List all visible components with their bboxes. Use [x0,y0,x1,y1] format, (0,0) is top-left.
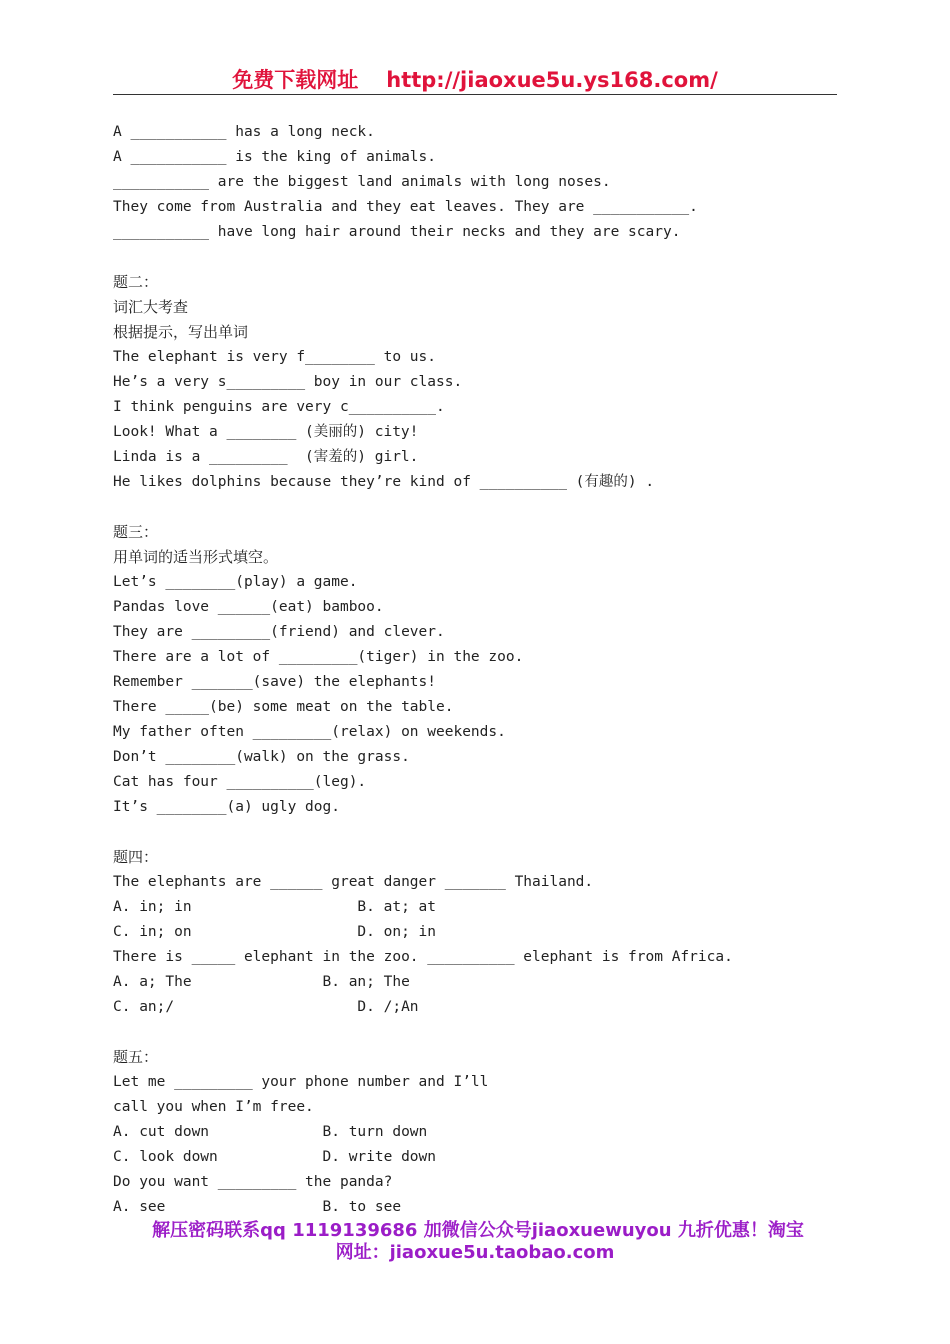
exercise-line: Don’t ________(walk) on the grass. [113,749,410,765]
exercise-line: 用单词的适当形式填空。 [113,548,279,566]
exercise-line: Cat has four __________(leg). [113,774,367,790]
exercise-line: Let me _________ your phone number and I’ll [113,1074,489,1090]
exercise-line: They are _________(friend) and clever. [113,624,445,640]
exercise-line: call you when I’m free. [113,1099,314,1115]
exercise-line: I think penguins are very c__________. [113,399,445,415]
section-gap [113,1020,833,1045]
exercise-line: Let’s ________(play) a game. [113,574,358,590]
exercise-line: The elephant is very f________ to us. [113,349,437,365]
header-label: 免费下载网址 [232,68,359,92]
exercise-line: He likes dolphins because they’re kind of __________ (有趣的) . [113,474,655,490]
header-url-link[interactable]: http://jiaoxue5u.ys168.com/ [386,68,718,92]
section-gap [113,820,833,845]
page-header [0,64,950,94]
exercise-line: C. in; on D. on; in [113,924,437,940]
exercise-line: There _____(be) some meat on the table. [113,699,454,715]
exercise-line: A ___________ has a long neck. [113,124,375,140]
exercise-line: 根据提示，写出单词 [113,323,249,341]
section-heading: 题五： [113,1048,159,1066]
exercise-line: ___________ have long hair around their necks and they are scary. [113,224,681,240]
exercise-line: A. cut down B. turn down [113,1124,428,1140]
exercise-line: The elephants are ______ great danger _______ Thailand. [113,874,594,890]
exercise-line: C. look down D. write down [113,1149,437,1165]
exercise-line: There are a lot of _________(tiger) in the zoo. [113,649,524,665]
exercise-line: C. an;/ D. /;An [113,999,419,1015]
exercise-line: Do you want _________ the panda? [113,1174,393,1190]
footer-line-1: 解压密码联系qq 1119139686 加微信公众号jiaoxuewuyou 九折优惠！淘宝 [152,1220,804,1241]
exercise-line: Remember _______(save) the elephants! [113,674,437,690]
section-gap [113,245,833,270]
section-gap [113,495,833,520]
worksheet-content [113,120,833,1220]
exercise-line: My father often _________(relax) on weekends. [113,724,506,740]
exercise-line: A. in; in B. at; at [113,899,437,915]
exercise-line: Look! What a ________ (美丽的) city! [113,424,419,440]
footer-line-2: 网址：jiaoxue5u.taobao.com [335,1242,615,1263]
exercise-line: They come from Australia and they eat leaves. They are ___________. [113,199,698,215]
exercise-line: He’s a very s_________ boy in our class. [113,374,463,390]
section-heading: 题三： [113,523,159,541]
exercise-line: It’s ________(a) ugly dog. [113,799,340,815]
exercise-line: Pandas love ______(eat) bamboo. [113,599,384,615]
exercise-line: A ___________ is the king of animals. [113,149,437,165]
exercise-line: Linda is a _________ (害羞的) girl. [113,449,419,465]
exercise-line: A. see B. to see [113,1199,402,1215]
section-heading: 题二： [113,273,159,291]
section-heading: 题四： [113,848,159,866]
exercise-line: There is _____ elephant in the zoo. __________ elephant is from Africa. [113,949,733,965]
exercise-line: 词汇大考查 [113,298,189,316]
page-footer [0,1220,950,1264]
exercise-line: ___________ are the biggest land animals with long noses. [113,174,611,190]
exercise-line: A. a; The B. an; The [113,974,410,990]
header-divider [113,94,837,95]
